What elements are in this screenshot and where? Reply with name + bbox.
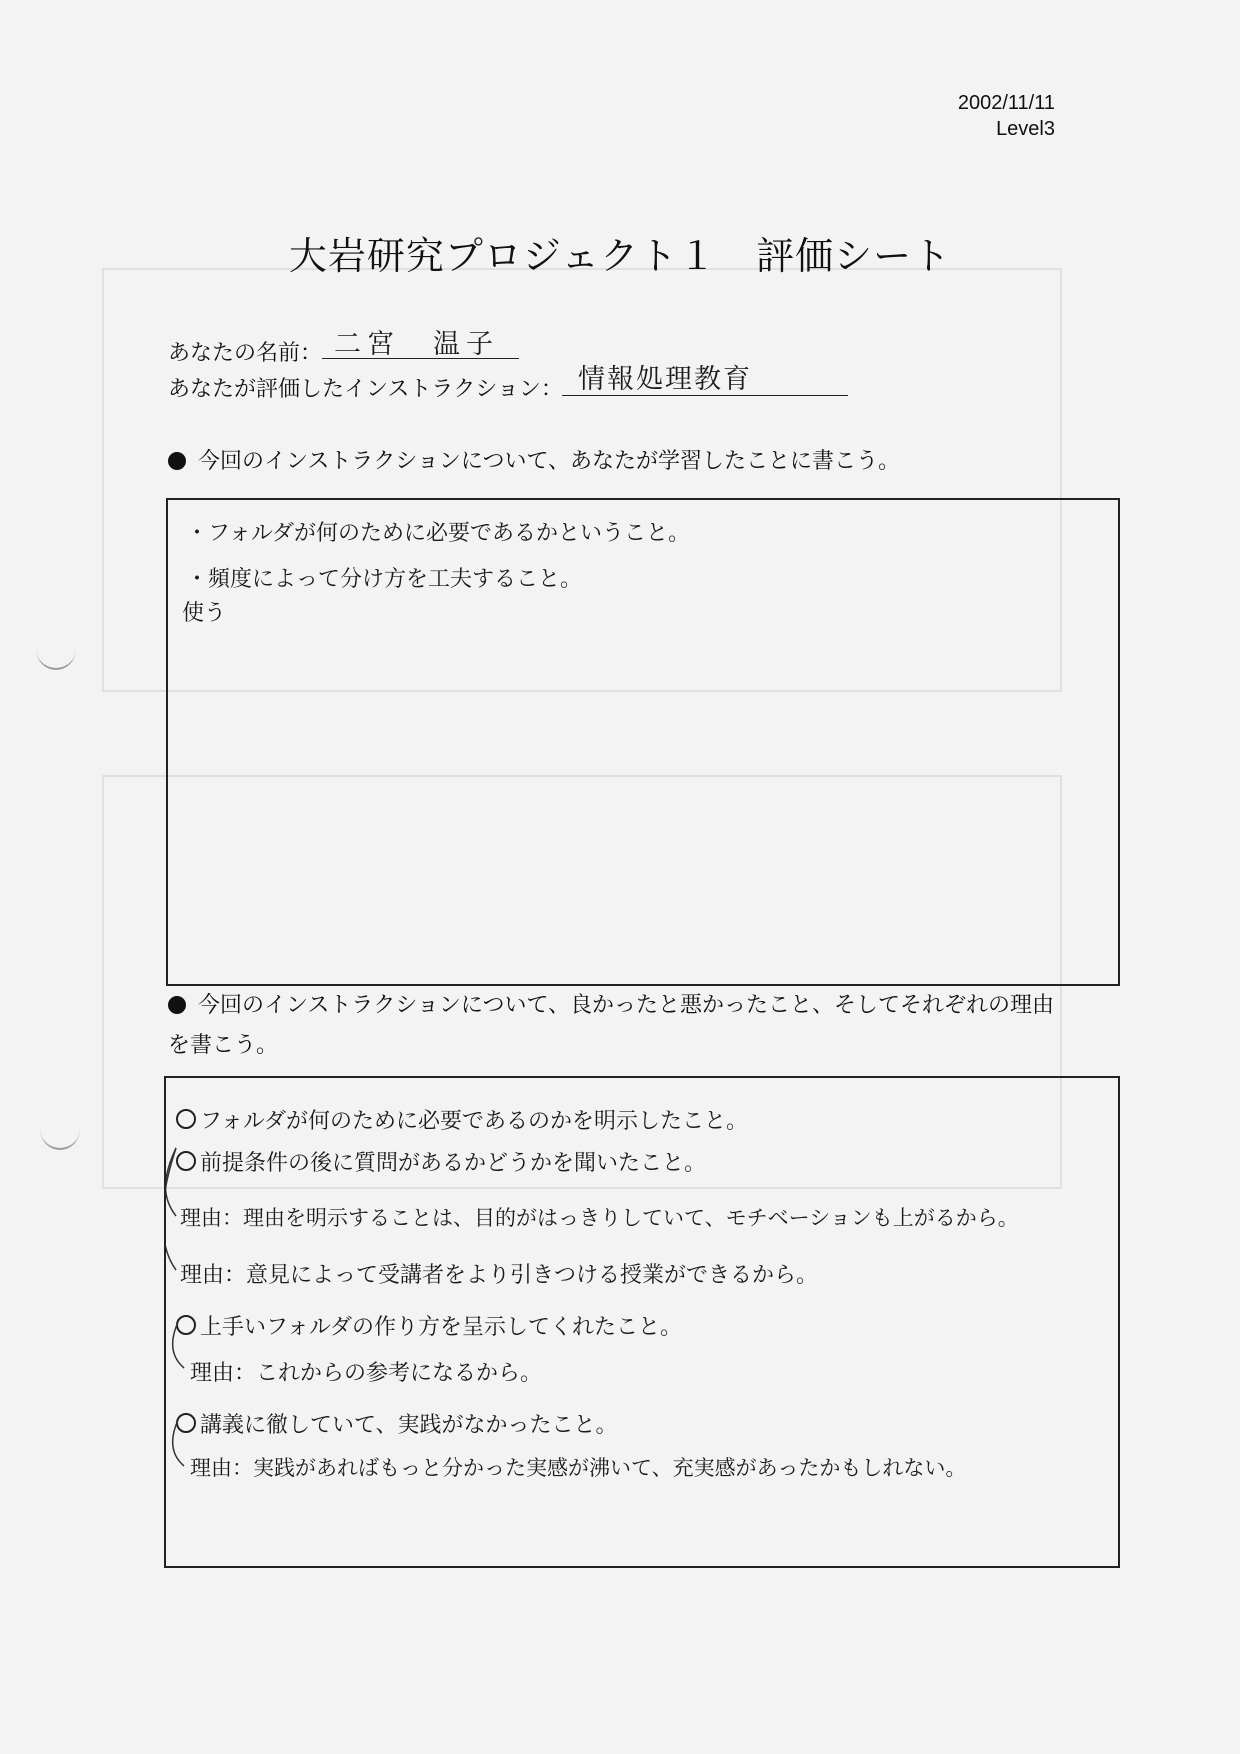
answer-2-line-2: 前提条件の後に質問があるかどうかを聞いたこと。 [176, 1146, 706, 1177]
date-label: 2002/11/11 [957, 92, 1055, 114]
answer-1-line-1: ・フォルダが何のために必要であるかということ。 [186, 521, 691, 546]
question-2-text-line-2: を書こう。 [168, 1033, 279, 1058]
instruction-value: 情報処理教育 [578, 364, 752, 395]
punch-hole-bottom [40, 1108, 80, 1150]
bullet-icon [168, 452, 186, 470]
instruction-label: あなたが評価したインストラクション： [168, 377, 563, 402]
answer-2-line-8: 理由：実践があればもっと分かった実感が沸いて、充実感があったかもしれない。 [190, 1456, 967, 1480]
arrow-icon [166, 1148, 176, 1216]
question-2 [168, 986, 1054, 1066]
answer-2-line-6: 理由：これからの参考になるから。 [190, 1361, 543, 1386]
name-value: 二宮 温子 [334, 329, 499, 360]
arrow-icon [173, 1420, 184, 1466]
bullet-icon [168, 996, 186, 1014]
level-label: Level3 [996, 118, 1055, 140]
name-label: あなたの名前： [168, 341, 323, 366]
answer-1-line-2: ・頻度によって分け方を工夫すること。 [186, 567, 583, 592]
answer-box-2 [164, 1076, 1120, 1568]
question-1 [168, 442, 900, 482]
answer-2-line-7: 講義に徹していて、実践がなかったこと。 [176, 1408, 618, 1439]
answer-box-1 [166, 498, 1120, 986]
answer-2-line-5: 上手いフォルダの作り方を呈示してくれたこと。 [176, 1310, 682, 1341]
answer-2-line-3: 理由：理由を明示することは、目的がはっきりしていて、モチベーションも上がるから。 [180, 1206, 1019, 1230]
hand-drawn-arrows [166, 1078, 226, 1478]
arrow-icon [173, 1322, 184, 1368]
question-2-text-line-1: 今回のインストラクションについて、良かったと悪かったこと、そしてそれぞれの理由 [198, 993, 1055, 1018]
answer-2-line-1: フォルダが何のために必要であるのかを明示したこと。 [176, 1104, 748, 1135]
question-1-text: 今回のインストラクションについて、あなたが学習したことに書こう。 [198, 449, 901, 474]
answer-2-line-4: 理由：意見によって受講者をより引きつける授業ができるから。 [180, 1263, 819, 1288]
punch-hole-top [36, 628, 76, 670]
answer-1-line-3: 使う [182, 601, 227, 626]
page-title: 大岩研究プロジェクト１ 評価シート [288, 234, 952, 278]
header-meta [958, 90, 1055, 142]
